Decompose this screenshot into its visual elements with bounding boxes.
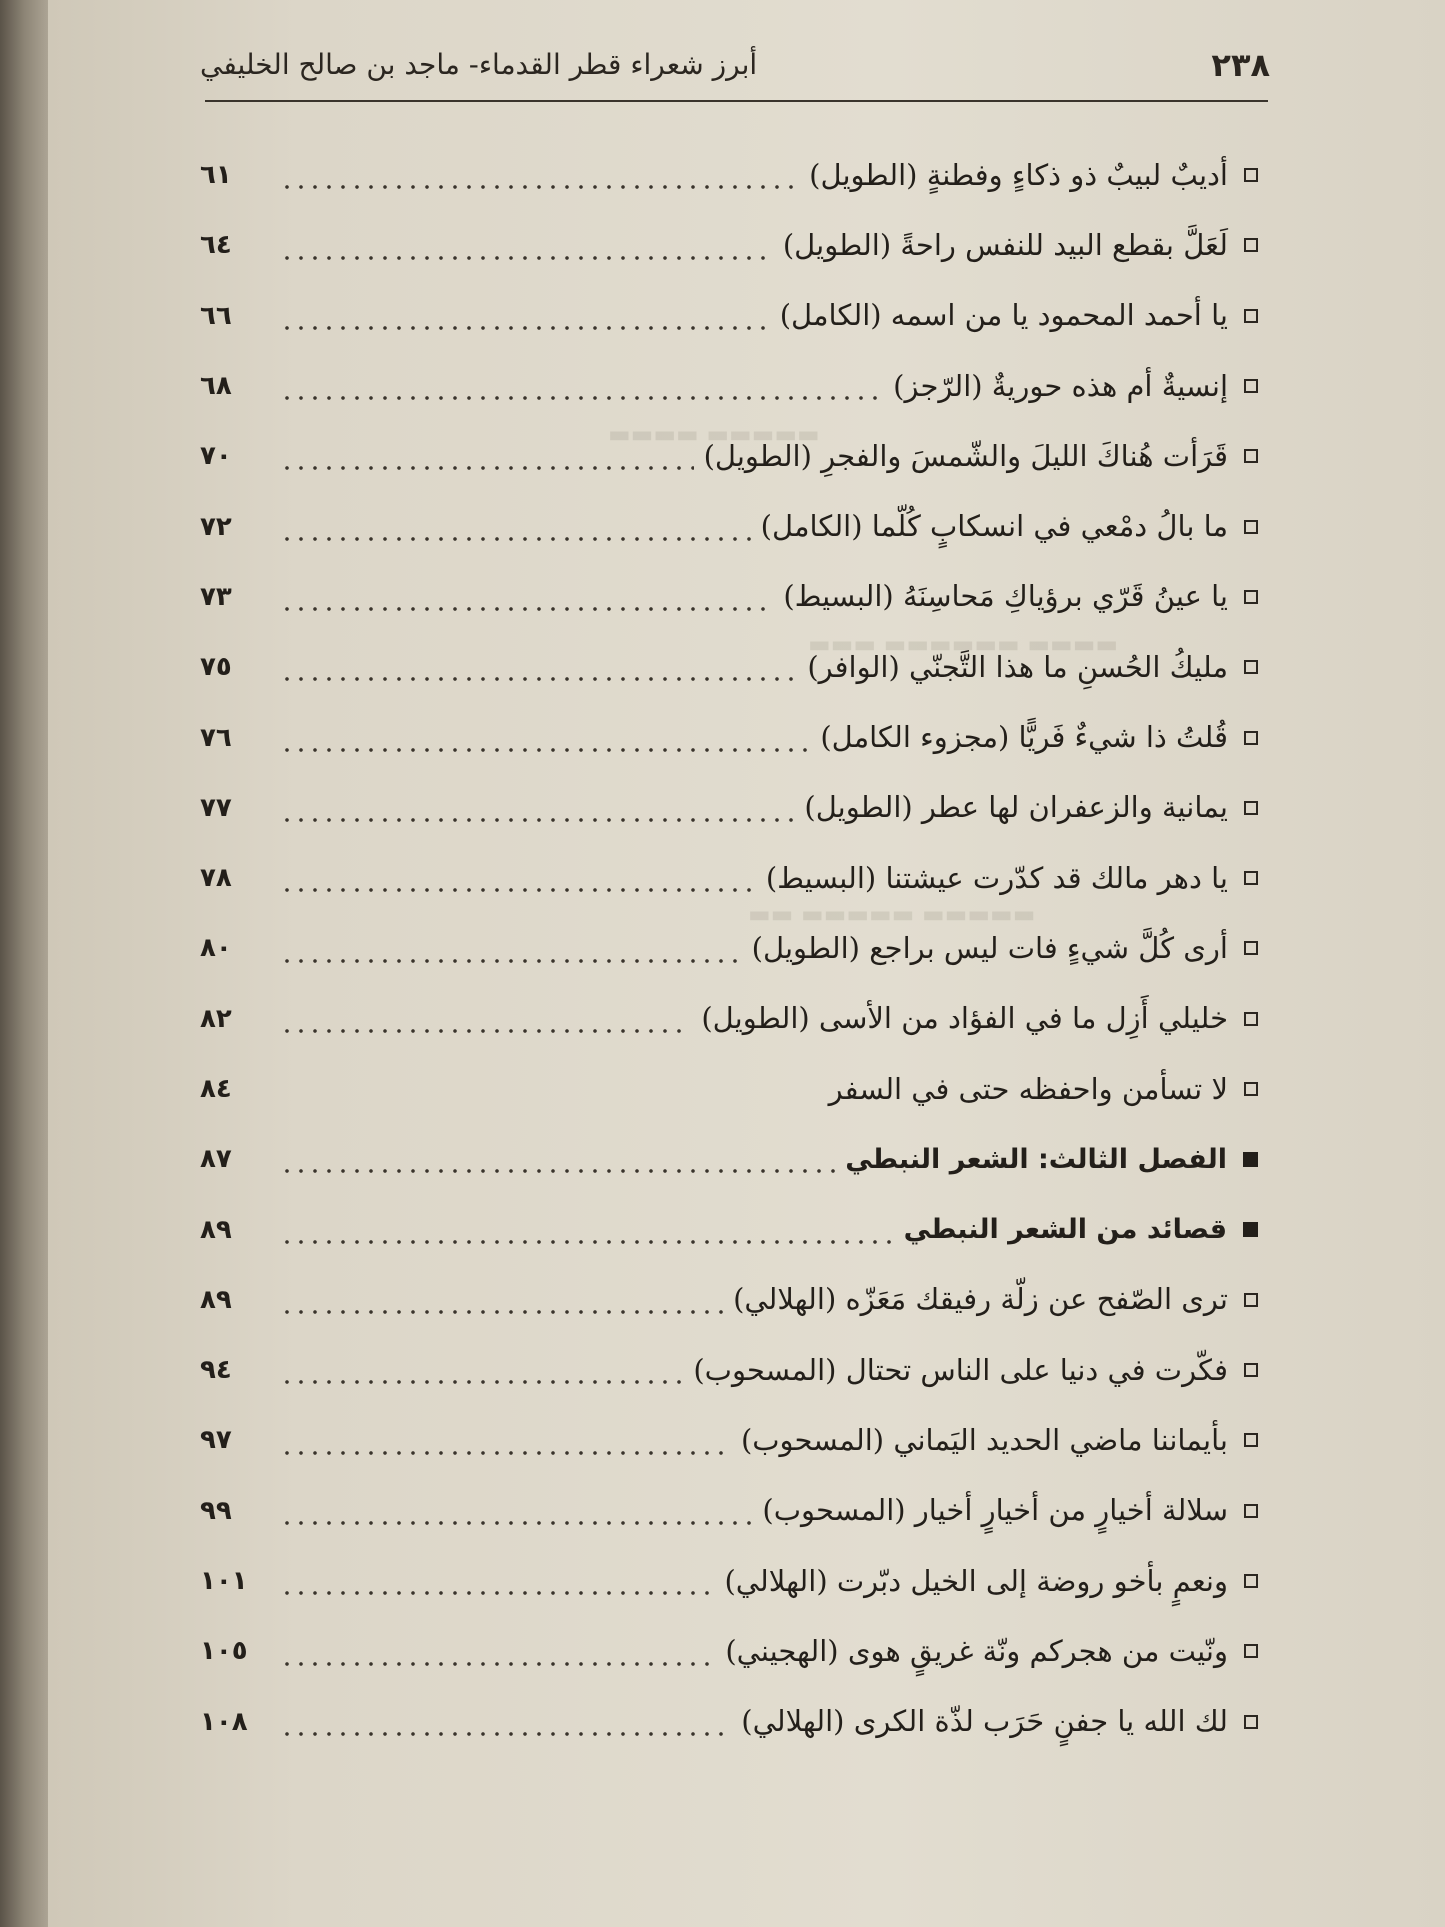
- dot-leader: [280, 674, 797, 684]
- dot-leader: [280, 1588, 714, 1598]
- dot-leader: [280, 1518, 752, 1528]
- dot-leader: [280, 745, 810, 755]
- toc-entry-title: لك الله يا جفنٍ حَرَب لذّة الكرى (الهلالي): [741, 1704, 1228, 1739]
- toc-entry-row: [200, 491, 1260, 561]
- toc-entry-row: [200, 421, 1260, 491]
- toc-entry-row: [200, 984, 1260, 1054]
- hollow-square-bullet-icon: [1244, 309, 1258, 323]
- hollow-square-bullet-icon: [1244, 1644, 1258, 1658]
- toc-page-number: ٦٨: [200, 371, 232, 402]
- toc-page-number: ٧٠: [200, 441, 232, 472]
- show-through-text: ▬▬▬▬ ▬▬▬▬▬▬ ▬▬▬: [808, 630, 1119, 658]
- toc-entry-row: [200, 281, 1260, 351]
- table-of-contents: [200, 140, 1260, 1757]
- hollow-square-bullet-icon: [1244, 660, 1258, 674]
- toc-entry-title: بأيماننا ماضي الحديد اليَماني (المسحوب): [740, 1422, 1228, 1457]
- dot-leader: [280, 393, 883, 403]
- hollow-square-bullet-icon: [1244, 1363, 1258, 1377]
- hollow-square-bullet-icon: [1244, 1574, 1258, 1588]
- toc-page-number: ٦١: [200, 160, 232, 191]
- toc-entry-row: [200, 1546, 1260, 1616]
- toc-page-number: ٩٩: [200, 1495, 232, 1526]
- toc-entry-title: قُلتُ ذا شيءٌ فَريًّا (مجزوء الكامل): [820, 720, 1228, 755]
- toc-entry-title: إنسيةٌ أم هذه حوريةٌ (الرّجز): [893, 368, 1228, 403]
- dot-leader: [280, 253, 773, 263]
- hollow-square-bullet-icon: [1244, 801, 1258, 815]
- toc-entry-title: ونّيت من هجركم ونّة غريقٍ هوى (الهجيني): [725, 1633, 1228, 1668]
- dot-leader: [280, 463, 694, 473]
- toc-entry-row: [200, 140, 1260, 210]
- toc-entry-title: قَرَأت هُناكَ الليلَ والشّمسَ والفجرِ (الطويل): [703, 438, 1228, 473]
- hollow-square-bullet-icon: [1244, 520, 1258, 534]
- show-through-text: ▬▬▬▬▬ ▬▬▬▬: [608, 420, 820, 448]
- toc-entry-title: قصائد من الشعر النبطي: [903, 1214, 1227, 1246]
- toc-entry-row: [200, 1616, 1260, 1686]
- toc-page-number: ٨٠: [200, 933, 232, 964]
- toc-entry-row: [200, 632, 1260, 702]
- toc-entry-row: [200, 1335, 1260, 1405]
- dot-leader: [280, 1307, 723, 1317]
- toc-entry-title: فكّرت في دنيا على الناس تحتال (المسحوب): [693, 1352, 1228, 1387]
- dot-leader: [280, 1659, 715, 1669]
- toc-entry-row: [200, 210, 1260, 280]
- toc-entry-title: خليلي أَزِل ما في الفؤاد من الأسى (الطويل): [701, 1001, 1228, 1036]
- toc-page-number: ٨٩: [200, 1214, 232, 1245]
- toc-entry-title: الفصل الثالث: الشعر النبطي: [845, 1143, 1227, 1175]
- toc-page-number: ٨٧: [200, 1144, 232, 1175]
- toc-page-number: ٨٤: [200, 1074, 232, 1104]
- dot-leader: [280, 1096, 819, 1106]
- toc-entry-row: [200, 1687, 1260, 1757]
- toc-entry-row: [200, 562, 1260, 632]
- toc-page-number: ٩٤: [200, 1355, 232, 1386]
- toc-page-number: ١٠٨: [200, 1706, 248, 1737]
- hollow-square-bullet-icon: [1244, 449, 1258, 463]
- dot-leader: [280, 1026, 691, 1036]
- dot-leader: [280, 1166, 835, 1176]
- toc-page-number: ٧٥: [200, 652, 232, 683]
- toc-entry-row: [200, 1405, 1260, 1475]
- dot-leader: [280, 1729, 731, 1739]
- dot-leader: [280, 534, 751, 544]
- hollow-square-bullet-icon: [1244, 1715, 1258, 1729]
- toc-entry-row: [200, 702, 1260, 772]
- toc-entry-title: أرى كُلَّ شيءٍ فات ليس براجع (الطويل): [751, 930, 1228, 965]
- hollow-square-bullet-icon: [1244, 1082, 1258, 1096]
- hollow-square-bullet-icon: [1244, 1433, 1258, 1447]
- hollow-square-bullet-icon: [1244, 379, 1258, 393]
- dot-leader: [280, 885, 756, 895]
- toc-entry-row: [200, 351, 1260, 421]
- toc-page-number: ٨٩: [200, 1284, 232, 1315]
- toc-page-number: ٧٦: [200, 722, 232, 753]
- toc-entry-row: [200, 1476, 1260, 1546]
- hollow-square-bullet-icon: [1244, 1012, 1258, 1026]
- toc-page-number: ١٠٥: [200, 1636, 248, 1667]
- toc-page-number: ٦٤: [200, 230, 232, 261]
- header-page-number: ٢٣٨: [1211, 46, 1270, 84]
- toc-entry-row: [200, 1054, 1260, 1124]
- running-header: [200, 40, 1270, 104]
- header-book-title: أبرز شعراء قطر القدماء- ماجد بن صالح الخليفي: [200, 48, 758, 81]
- toc-page-number: ١٠١: [200, 1566, 248, 1597]
- filled-square-bullet-icon: [1243, 1222, 1258, 1237]
- toc-entry-title: يا عينُ قَرّي برؤياكِ مَحاسِنَهُ (البسيط): [783, 579, 1228, 614]
- toc-entry-title: يا أحمد المحمود يا من اسمه (الكامل): [779, 298, 1228, 333]
- toc-entry-title: مليكُ الحُسنِ ما هذا التَّجنّي (الوافر): [807, 649, 1228, 684]
- toc-page-number: ٧٨: [200, 863, 232, 894]
- dot-leader: [280, 323, 770, 333]
- toc-entry-title: ونعمٍ بأخو روضة إلى الخيل دبّرت (الهلالي): [724, 1563, 1228, 1598]
- toc-page-number: ٩٧: [200, 1425, 232, 1456]
- dot-leader: [280, 604, 773, 614]
- toc-entry-title: لا تسأمن واحفظه حتى في السفر: [828, 1071, 1228, 1106]
- toc-page-number: ٧٣: [200, 581, 232, 612]
- hollow-square-bullet-icon: [1244, 168, 1258, 182]
- toc-entry-title: يا دهر مالك قد كدّرت عيشتنا (البسيط): [765, 860, 1228, 895]
- toc-page-number: ٧٧: [200, 792, 232, 823]
- dot-leader: [280, 1237, 894, 1247]
- toc-entry-title: يمانية والزعفران لها عطر (الطويل): [804, 790, 1228, 825]
- toc-entry-row: [200, 773, 1260, 843]
- toc-entry-title: لَعَلَّ بقطع البيد للنفس راحةً (الطويل): [782, 227, 1228, 262]
- header-rule: [205, 100, 1268, 102]
- hollow-square-bullet-icon: [1244, 238, 1258, 252]
- toc-section-row: [200, 1124, 1260, 1194]
- dot-leader: [280, 956, 742, 966]
- toc-page-number: ٦٦: [200, 300, 232, 331]
- toc-page-number: ٧٢: [200, 511, 232, 542]
- hollow-square-bullet-icon: [1244, 731, 1258, 745]
- toc-page-number: ٨٢: [200, 1003, 232, 1034]
- toc-entry-row: [200, 1265, 1260, 1335]
- toc-entry-row: [200, 913, 1260, 983]
- hollow-square-bullet-icon: [1244, 871, 1258, 885]
- hollow-square-bullet-icon: [1244, 1293, 1258, 1307]
- hollow-square-bullet-icon: [1244, 590, 1258, 604]
- dot-leader: [280, 182, 799, 192]
- dot-leader: [280, 1377, 683, 1387]
- toc-entry-title: ما بالُ دمْعي في انسكابٍ كُلّما (الكامل): [760, 509, 1228, 544]
- toc-entry-title: ترى الصّفح عن زلّة رفيقك مَعَزّه (الهلالي): [733, 1282, 1228, 1317]
- filled-square-bullet-icon: [1243, 1152, 1258, 1167]
- toc-entry-title: سلالة أخيارٍ من أخيارٍ أخيار (المسحوب): [762, 1493, 1228, 1528]
- hollow-square-bullet-icon: [1244, 1504, 1258, 1518]
- toc-entry-row: [200, 843, 1260, 913]
- toc-section-row: [200, 1194, 1260, 1264]
- dot-leader: [280, 815, 794, 825]
- toc-entry-title: أديبٌ لبيبٌ ذو ذكاءٍ وفطنةٍ (الطويل): [809, 157, 1228, 192]
- hollow-square-bullet-icon: [1244, 941, 1258, 955]
- dot-leader: [280, 1448, 731, 1458]
- show-through-text: ▬▬▬▬▬ ▬▬▬▬▬ ▬▬: [748, 900, 1036, 928]
